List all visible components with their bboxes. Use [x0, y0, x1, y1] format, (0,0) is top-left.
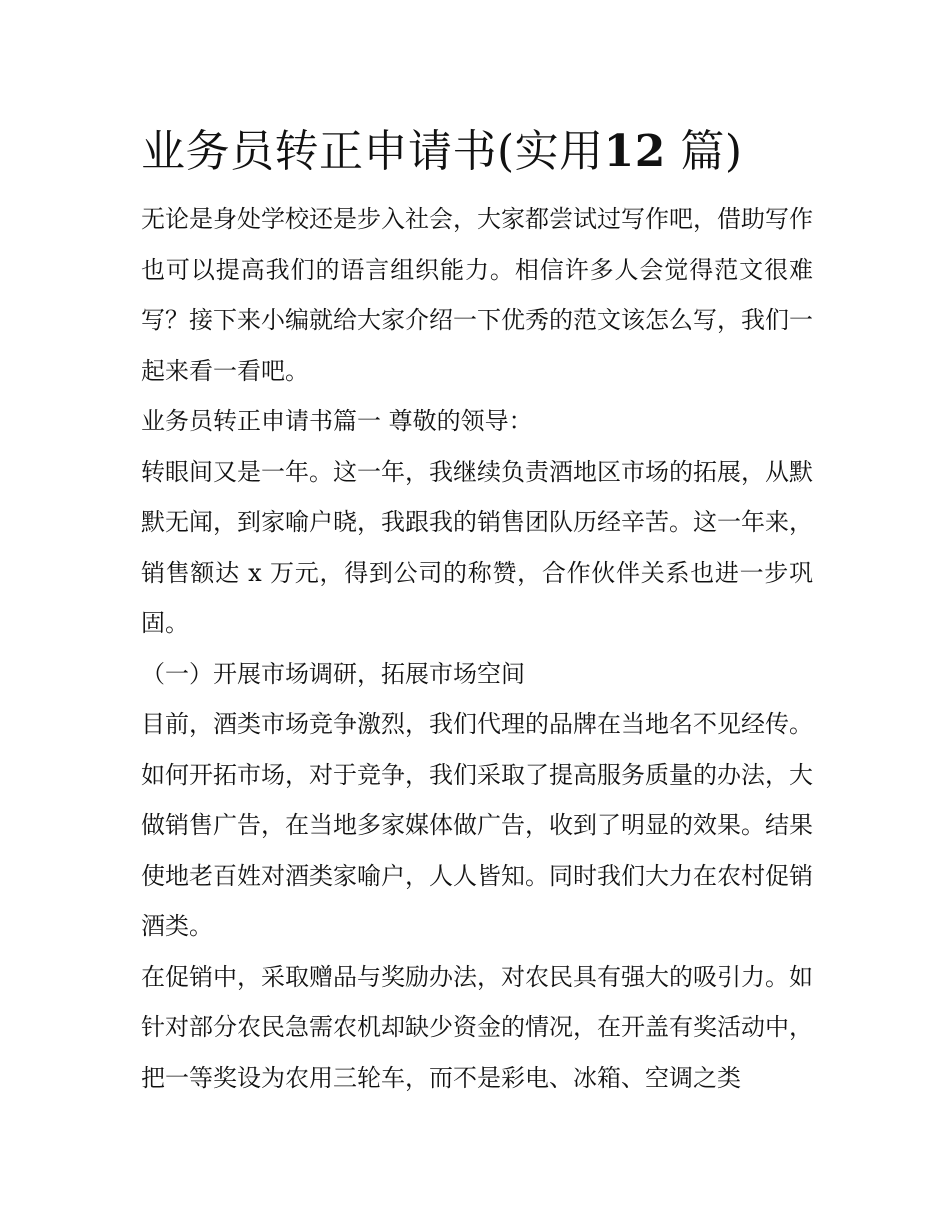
subsection-heading-market-research: （一）开展市场调研，拓展市场空间 [141, 659, 525, 688]
title-prefix: 业务员转正申请书(实用 [141, 126, 604, 177]
document-title [141, 120, 813, 184]
title-suffix: 篇) [665, 126, 743, 177]
section-heading-greeting: 业务员转正申请书篇一 尊敬的领导： [141, 407, 533, 435]
promotion-paragraph: 在促销中，采取赠品与奖励办法，对农民具有强大的吸引力。如针对部分农民急需农机却缺少资金的情况，在开盖有奖活动中，把一等奖设为农用三轮车，而不是彩电、冰箱、空调之类 [141, 962, 813, 1092]
intro-paragraph: 无论是身处学校还是步入社会，大家都尝试过写作吧，借助写作也可以提高我们的语言组织能力。相信许多人会觉得范文很难写？接下来小编就给大家介绍一下优秀的范文该怎么写，我们一起来看一看吧。 [141, 205, 813, 385]
summary-paragraph: 转眼间又是一年。这一年，我继续负责酒地区市场的拓展，从默默无闻，到家喻户晓，我跟我的销售团队历经辛苦。这一年来，销售额达 x 万元，得到公司的称赞，合作伙伴关系也进一步巩固。 [141, 457, 813, 637]
market-paragraph: 目前，酒类市场竞争激烈，我们代理的品牌在当地名不见经传。如何开拓市场，对于竞争，我们采取了提高服务质量的办法，大做销售广告，在当地多家媒体做广告，收到了明显的效果。结果使地老百姓对酒类家喻户，人人皆知。同时我们大力在农村促销酒类。 [141, 710, 813, 940]
document-body [141, 120, 813, 1103]
title-number: 12 [603, 126, 666, 177]
